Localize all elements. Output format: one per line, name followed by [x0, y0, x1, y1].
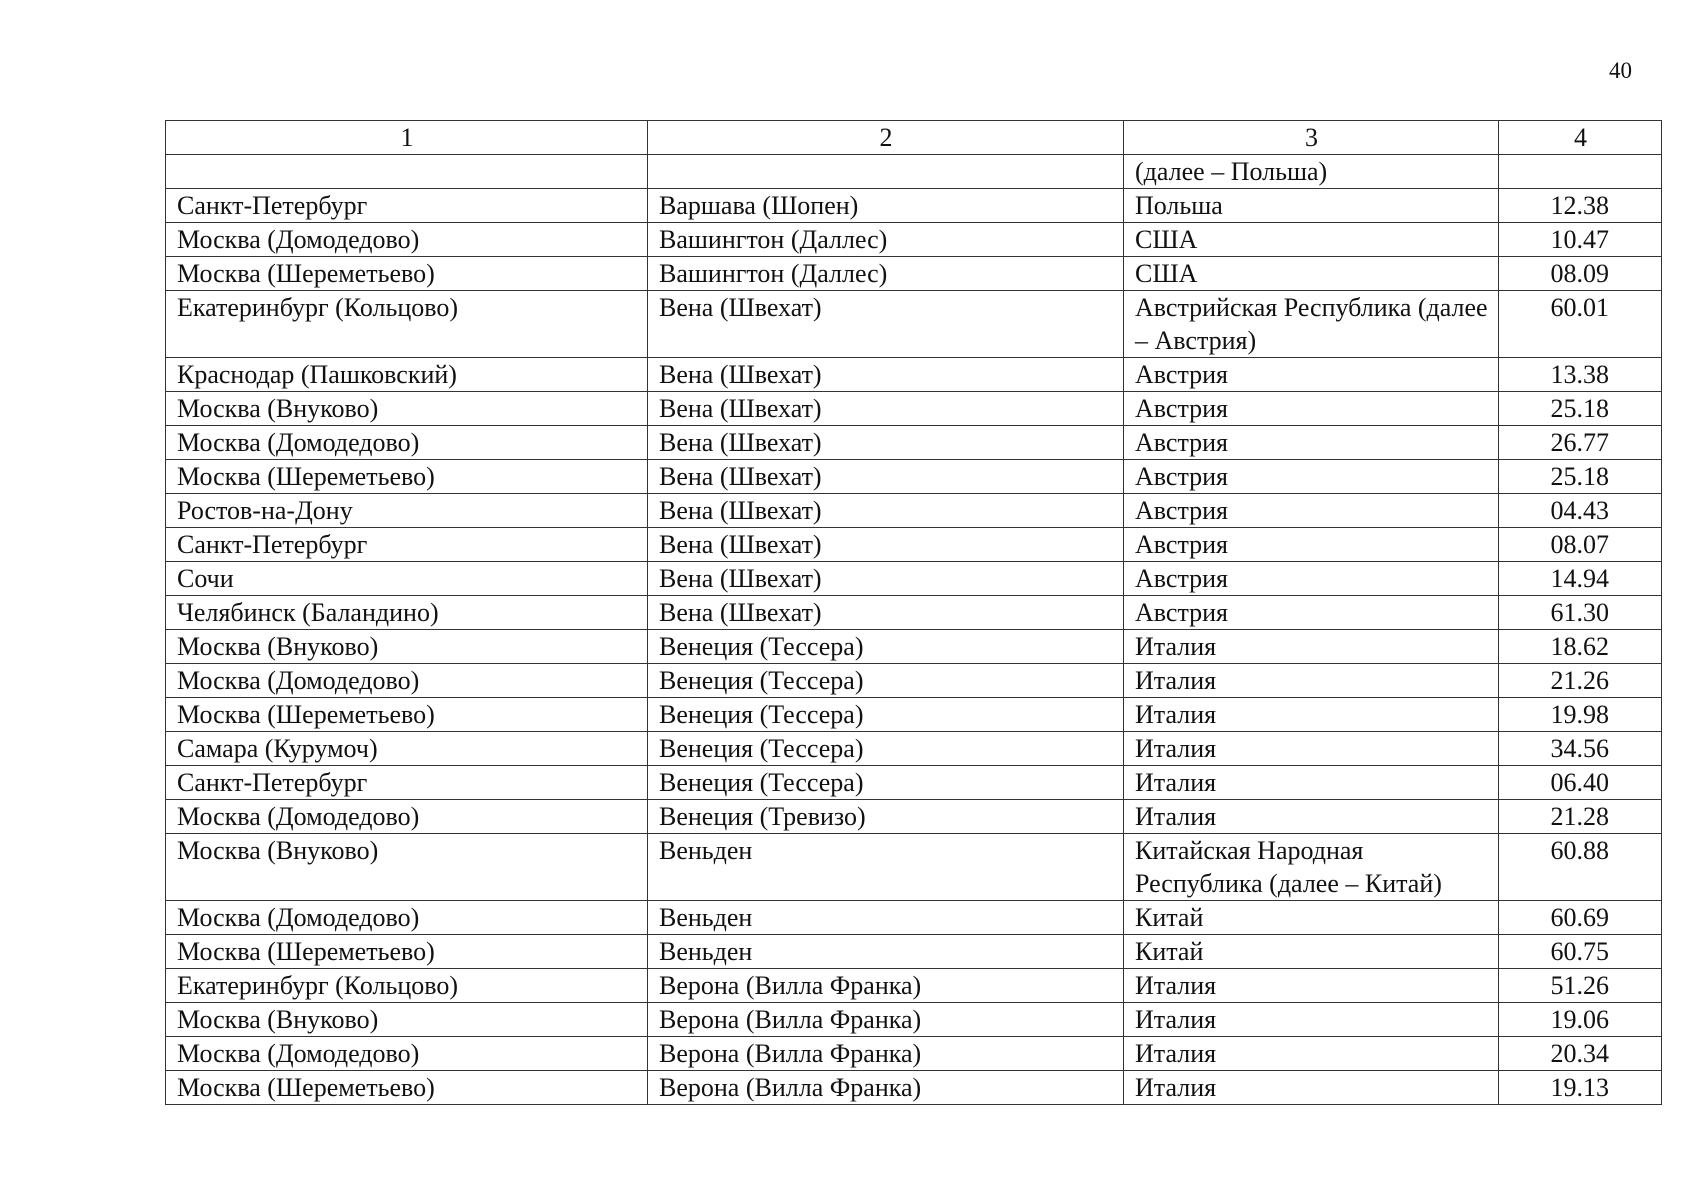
value-cell: 20.34 — [1499, 1037, 1662, 1071]
departure-city-cell: Москва (Домодедово) — [166, 223, 648, 257]
table-row — [166, 392, 1662, 426]
destination-airport-cell: Вена (Швехат) — [648, 494, 1124, 528]
country-cell: Австрия — [1124, 358, 1499, 392]
destination-airport-cell: Веньден — [648, 834, 1124, 901]
country-cell: Италия — [1124, 1037, 1499, 1071]
country-cell: Италия — [1124, 1003, 1499, 1037]
table-row — [166, 901, 1662, 935]
table-row — [166, 596, 1662, 630]
column-header-1: 1 — [166, 121, 648, 155]
value-cell: 19.98 — [1499, 698, 1662, 732]
value-cell — [1499, 155, 1662, 189]
value-cell: 12.38 — [1499, 189, 1662, 223]
country-cell: Австрия — [1124, 494, 1499, 528]
destination-airport-cell: Верона (Вилла Франка) — [648, 1037, 1124, 1071]
country-cell: Австрийская Республика (далее – Австрия) — [1124, 291, 1499, 358]
table-row — [166, 969, 1662, 1003]
table-row — [166, 562, 1662, 596]
column-header-3: 3 — [1124, 121, 1499, 155]
departure-city-cell: Сочи — [166, 562, 648, 596]
country-cell: США — [1124, 223, 1499, 257]
country-cell: Австрия — [1124, 596, 1499, 630]
value-cell: 18.62 — [1499, 630, 1662, 664]
value-cell: 08.09 — [1499, 257, 1662, 291]
value-cell: 21.28 — [1499, 800, 1662, 834]
country-cell: Италия — [1124, 800, 1499, 834]
table-row — [166, 1071, 1662, 1105]
table-body — [166, 155, 1662, 1105]
table-row — [166, 698, 1662, 732]
departure-city-cell: Краснодар (Пашковский) — [166, 358, 648, 392]
table-row — [166, 358, 1662, 392]
departure-city-cell: Москва (Домодедово) — [166, 426, 648, 460]
destination-airport-cell: Верона (Вилла Франка) — [648, 1003, 1124, 1037]
departure-city-cell: Москва (Шереметьево) — [166, 1071, 648, 1105]
country-cell: Италия — [1124, 732, 1499, 766]
table-row — [166, 257, 1662, 291]
destination-airport-cell — [648, 155, 1124, 189]
destination-airport-cell: Вашингтон (Даллес) — [648, 257, 1124, 291]
value-cell: 60.69 — [1499, 901, 1662, 935]
value-cell: 06.40 — [1499, 766, 1662, 800]
departure-city-cell: Екатеринбург (Кольцово) — [166, 969, 648, 1003]
value-cell: 13.38 — [1499, 358, 1662, 392]
destination-airport-cell: Вена (Швехат) — [648, 358, 1124, 392]
table-row — [166, 494, 1662, 528]
destination-airport-cell: Вена (Швехат) — [648, 562, 1124, 596]
value-cell: 14.94 — [1499, 562, 1662, 596]
country-cell: Италия — [1124, 1071, 1499, 1105]
departure-city-cell: Москва (Домодедово) — [166, 1037, 648, 1071]
table-header — [166, 121, 1662, 155]
destination-airport-cell: Вена (Швехат) — [648, 596, 1124, 630]
departure-city-cell: Москва (Шереметьево) — [166, 935, 648, 969]
departure-city-cell: Санкт-Петербург — [166, 766, 648, 800]
destination-airport-cell: Вашингтон (Даллес) — [648, 223, 1124, 257]
page-number: 40 — [1609, 58, 1632, 83]
country-cell: Италия — [1124, 664, 1499, 698]
value-cell: 19.06 — [1499, 1003, 1662, 1037]
destination-airport-cell: Вена (Швехат) — [648, 460, 1124, 494]
table-row — [166, 291, 1662, 358]
value-cell: 60.01 — [1499, 291, 1662, 358]
value-cell: 04.43 — [1499, 494, 1662, 528]
value-cell: 34.56 — [1499, 732, 1662, 766]
country-cell: Австрия — [1124, 460, 1499, 494]
value-cell: 10.47 — [1499, 223, 1662, 257]
departure-city-cell: Москва (Домодедово) — [166, 664, 648, 698]
destination-airport-cell: Вена (Швехат) — [648, 291, 1124, 358]
column-header-4: 4 — [1499, 121, 1662, 155]
table-row — [166, 630, 1662, 664]
country-cell: Китай — [1124, 935, 1499, 969]
value-cell: 25.18 — [1499, 392, 1662, 426]
table-row — [166, 732, 1662, 766]
departure-city-cell: Самара (Курумоч) — [166, 732, 648, 766]
destination-airport-cell: Верона (Вилла Франка) — [648, 1071, 1124, 1105]
table-row — [166, 528, 1662, 562]
departure-city-cell: Москва (Шереметьево) — [166, 698, 648, 732]
departure-city-cell: Санкт-Петербург — [166, 189, 648, 223]
departure-city-cell: Москва (Внуково) — [166, 834, 648, 901]
destination-airport-cell: Венеция (Тессера) — [648, 630, 1124, 664]
departure-city-cell: Москва (Внуково) — [166, 1003, 648, 1037]
country-cell: Польша — [1124, 189, 1499, 223]
value-cell: 21.26 — [1499, 664, 1662, 698]
value-cell: 60.75 — [1499, 935, 1662, 969]
table-row — [166, 1003, 1662, 1037]
destination-airport-cell: Варшава (Шопен) — [648, 189, 1124, 223]
table-row — [166, 1037, 1662, 1071]
country-cell: Италия — [1124, 969, 1499, 1003]
table-row — [166, 460, 1662, 494]
departure-city-cell: Санкт-Петербург — [166, 528, 648, 562]
departure-city-cell: Москва (Шереметьево) — [166, 257, 648, 291]
country-cell: Китай — [1124, 901, 1499, 935]
table-row — [166, 766, 1662, 800]
table-row — [166, 189, 1662, 223]
country-cell: Италия — [1124, 630, 1499, 664]
destination-airport-cell: Вена (Швехат) — [648, 528, 1124, 562]
departure-city-cell — [166, 155, 648, 189]
value-cell: 26.77 — [1499, 426, 1662, 460]
departure-city-cell: Москва (Внуково) — [166, 630, 648, 664]
value-cell: 61.30 — [1499, 596, 1662, 630]
destination-airport-cell: Венеция (Тессера) — [648, 732, 1124, 766]
table-row — [166, 800, 1662, 834]
destination-airport-cell: Венеция (Тессера) — [648, 698, 1124, 732]
destination-airport-cell: Венеция (Тессера) — [648, 664, 1124, 698]
data-table — [165, 120, 1662, 1105]
departure-city-cell: Екатеринбург (Кольцово) — [166, 291, 648, 358]
departure-city-cell: Челябинск (Баландино) — [166, 596, 648, 630]
table-row — [166, 223, 1662, 257]
destination-airport-cell: Верона (Вилла Франка) — [648, 969, 1124, 1003]
country-cell: Австрия — [1124, 528, 1499, 562]
country-cell: США — [1124, 257, 1499, 291]
departure-city-cell: Москва (Внуково) — [166, 392, 648, 426]
header-row — [166, 121, 1662, 155]
value-cell: 08.07 — [1499, 528, 1662, 562]
departure-city-cell: Ростов-на-Дону — [166, 494, 648, 528]
destination-airport-cell: Венеция (Тревизо) — [648, 800, 1124, 834]
departure-city-cell: Москва (Домодедово) — [166, 901, 648, 935]
destination-airport-cell: Веньден — [648, 901, 1124, 935]
value-cell: 51.26 — [1499, 969, 1662, 1003]
table-row — [166, 664, 1662, 698]
country-cell: Италия — [1124, 766, 1499, 800]
table-row — [166, 935, 1662, 969]
table-row — [166, 834, 1662, 901]
table-row — [166, 155, 1662, 189]
country-cell: (далее – Польша) — [1124, 155, 1499, 189]
destination-airport-cell: Вена (Швехат) — [648, 426, 1124, 460]
country-cell: Италия — [1124, 698, 1499, 732]
departure-city-cell: Москва (Шереметьево) — [166, 460, 648, 494]
value-cell: 60.88 — [1499, 834, 1662, 901]
destination-airport-cell: Вена (Швехат) — [648, 392, 1124, 426]
destination-airport-cell: Веньден — [648, 935, 1124, 969]
country-cell: Австрия — [1124, 426, 1499, 460]
value-cell: 19.13 — [1499, 1071, 1662, 1105]
table-row — [166, 426, 1662, 460]
country-cell: Австрия — [1124, 562, 1499, 596]
value-cell: 25.18 — [1499, 460, 1662, 494]
destination-airport-cell: Венеция (Тессера) — [648, 766, 1124, 800]
country-cell: Австрия — [1124, 392, 1499, 426]
column-header-2: 2 — [648, 121, 1124, 155]
departure-city-cell: Москва (Домодедово) — [166, 800, 648, 834]
country-cell: Китайская Народная Республика (далее – Китай) — [1124, 834, 1499, 901]
